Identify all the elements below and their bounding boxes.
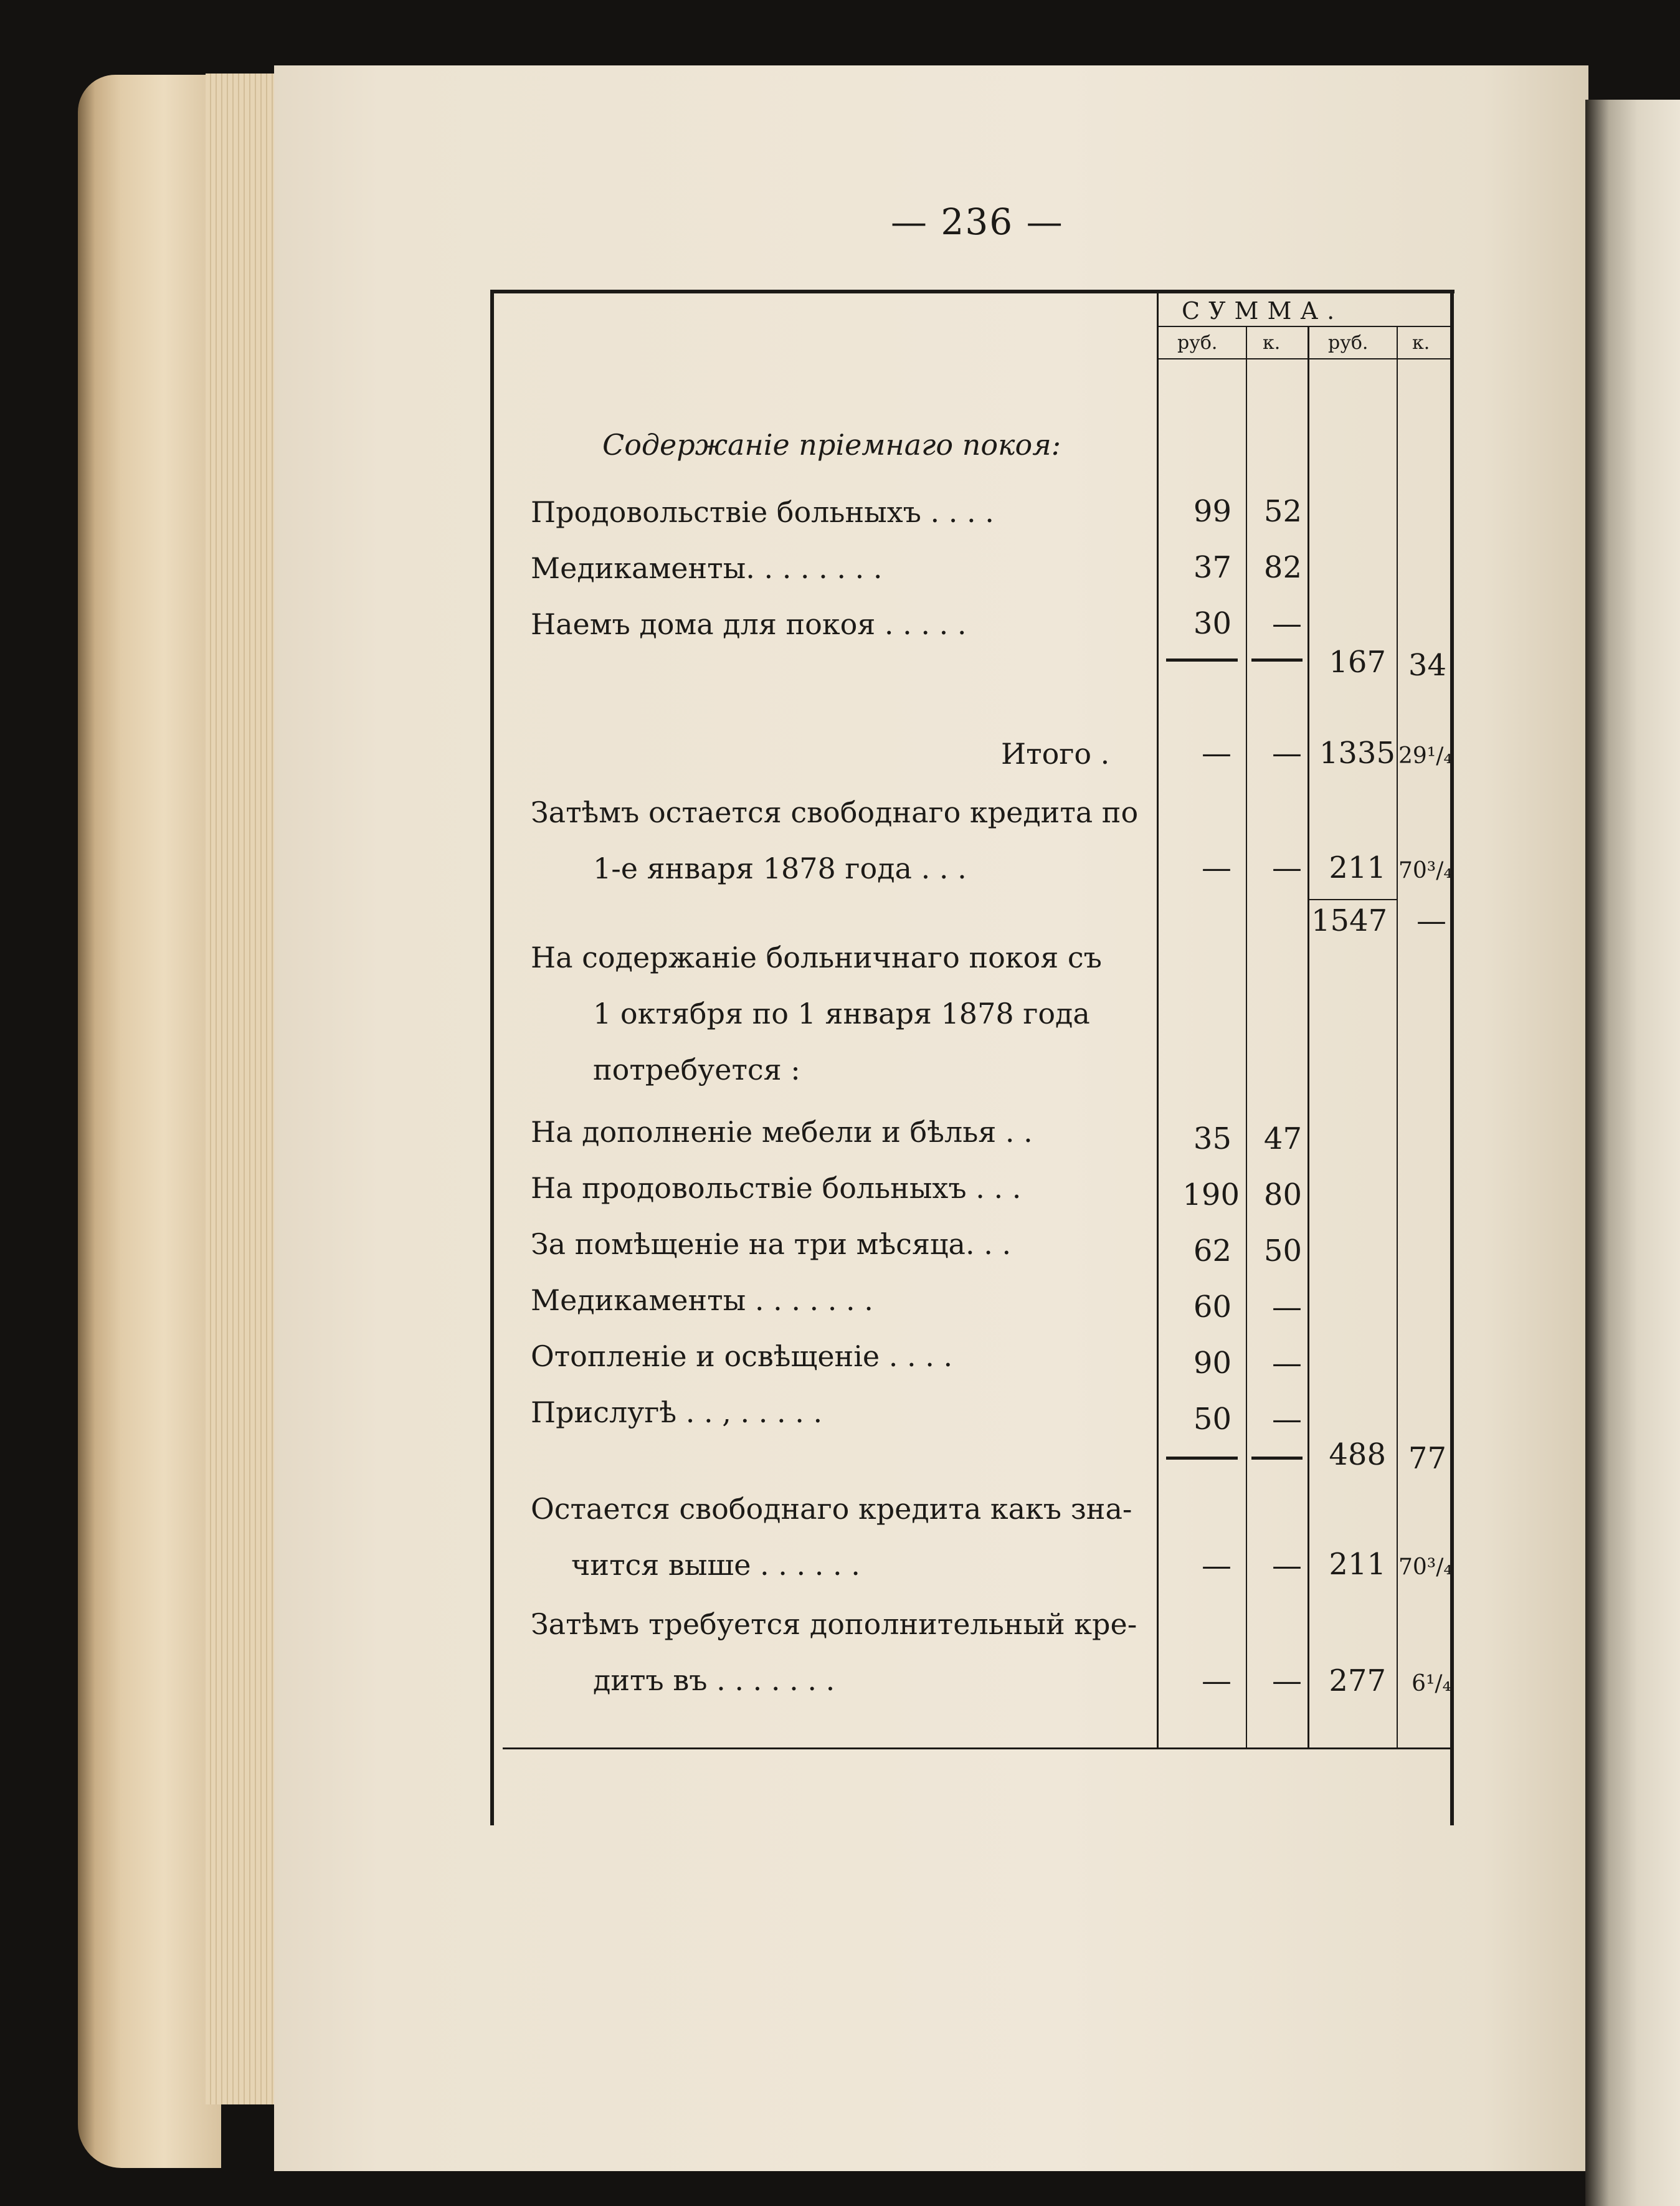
total-rule (1309, 899, 1397, 900)
item-kop: — (1272, 1290, 1302, 1324)
itogo-rub1: — (1202, 736, 1232, 771)
row-kop: 82 (1263, 550, 1302, 585)
header-rule-1 (1158, 326, 1451, 327)
itogo-label: Итого . (1001, 737, 1110, 771)
sum-rule (1166, 658, 1238, 662)
remaining-kop2: 70³/₄ (1398, 858, 1453, 883)
kop2-header: к. (1412, 332, 1430, 354)
remaining-kop1: — (1272, 850, 1302, 885)
item-rub: 90 (1193, 1346, 1232, 1381)
page-number: — 236 — (891, 201, 1064, 243)
item-kop: — (1272, 1346, 1302, 1381)
subtotal2-kop: 77 (1408, 1441, 1446, 1476)
free-credit-kop1: — (1272, 1548, 1302, 1583)
item-rub: 60 (1193, 1290, 1232, 1324)
item-rub: 35 (1193, 1121, 1232, 1156)
item-label: На дополненіе мебели и бѣлья . . (531, 1115, 1033, 1149)
kop-header: к. (1263, 332, 1281, 354)
row-rub: 37 (1193, 550, 1232, 585)
hospital-line2: 1 октября по 1 января 1878 года (593, 997, 1090, 1030)
col-divider-1 (1157, 290, 1159, 1747)
row-label: Продовольствіе больныхъ . . . . (531, 495, 994, 529)
section-title: Содержаніе пріемнаго покоя: (602, 428, 1061, 462)
sum-rule (1251, 1457, 1303, 1460)
additional-line1: Затѣмъ требуется дополнительный кре- (531, 1607, 1137, 1641)
item-label: Отопленіе и освѣщеніе . . . . (531, 1339, 953, 1373)
free-credit-line2: чится выше . . . . . . (571, 1548, 860, 1582)
remaining-rub2: 211 (1329, 850, 1386, 885)
item-rub: 62 (1193, 1234, 1232, 1268)
bottom-rule (503, 1747, 1450, 1749)
item-label: На продовольствіе больныхъ . . . (531, 1171, 1022, 1205)
rub-header: руб. (1177, 332, 1218, 354)
left-rule (490, 290, 494, 1825)
itogo-rub2: 1335 (1319, 736, 1395, 771)
additional-kop1: — (1272, 1663, 1302, 1698)
col-divider-4 (1397, 327, 1398, 1747)
item-label: За помѣщеніе на три мѣсяца. . . (531, 1227, 1012, 1261)
ledger-table (490, 290, 1455, 1825)
additional-line2: дитъ въ . . . . . . . (593, 1663, 835, 1697)
remaining-rub1: — (1202, 850, 1232, 885)
additional-kop2: 6¹/₄ (1412, 1671, 1451, 1696)
remaining-line2: 1-е января 1878 года . . . (593, 852, 967, 885)
hospital-line1: На содержаніе больничнаго покоя съ (531, 941, 1102, 974)
additional-rub1: — (1202, 1663, 1232, 1698)
remaining-line1: Затѣмъ остается свободнаго кредита по (531, 796, 1139, 829)
item-label: Прислугѣ . . , . . . . . (531, 1395, 823, 1429)
item-rub: 50 (1193, 1402, 1232, 1437)
row-label: Наемъ дома для покоя . . . . . (531, 607, 967, 641)
facing-page (1585, 100, 1680, 2206)
free-credit-kop2: 70³/₄ (1398, 1554, 1453, 1580)
sum-header: СУММА. (1182, 297, 1344, 325)
total-kop: — (1417, 903, 1446, 938)
sum-rule (1166, 1457, 1238, 1460)
row-kop: 52 (1263, 494, 1302, 529)
item-kop: 80 (1263, 1177, 1302, 1212)
col-divider-2 (1246, 327, 1247, 1747)
book-page-edge (78, 75, 221, 2168)
free-credit-rub1: — (1202, 1548, 1232, 1583)
rub2-header: руб. (1328, 332, 1369, 354)
row-kop: — (1272, 606, 1302, 641)
row-label: Медикаменты. . . . . . . . (531, 551, 883, 585)
total-rub: 1547 (1311, 903, 1388, 938)
itogo-kop1: — (1272, 736, 1302, 771)
item-kop: — (1272, 1402, 1302, 1437)
right-rule (1450, 290, 1454, 1825)
item-kop: 50 (1263, 1234, 1302, 1268)
subtotal-kop: 34 (1408, 648, 1446, 683)
free-credit-line1: Остается свободнаго кредита какъ зна- (531, 1492, 1132, 1526)
subtotal2-rub: 488 (1329, 1437, 1386, 1472)
item-rub: 190 (1182, 1177, 1240, 1212)
col-divider-3 (1307, 327, 1309, 1747)
item-kop: 47 (1263, 1121, 1302, 1156)
free-credit-rub2: 211 (1329, 1547, 1386, 1582)
additional-rub2: 277 (1329, 1663, 1386, 1698)
itogo-kop2: 29¹/₄ (1398, 743, 1453, 769)
top-rule (490, 290, 1455, 293)
item-label: Медикаменты . . . . . . . (531, 1283, 873, 1317)
hospital-line3: потребуется : (593, 1053, 800, 1086)
row-rub: 99 (1193, 494, 1232, 529)
row-rub: 30 (1193, 606, 1232, 641)
sum-rule (1251, 658, 1303, 662)
header-rule-2 (1158, 358, 1451, 359)
subtotal-rub: 167 (1329, 645, 1386, 680)
